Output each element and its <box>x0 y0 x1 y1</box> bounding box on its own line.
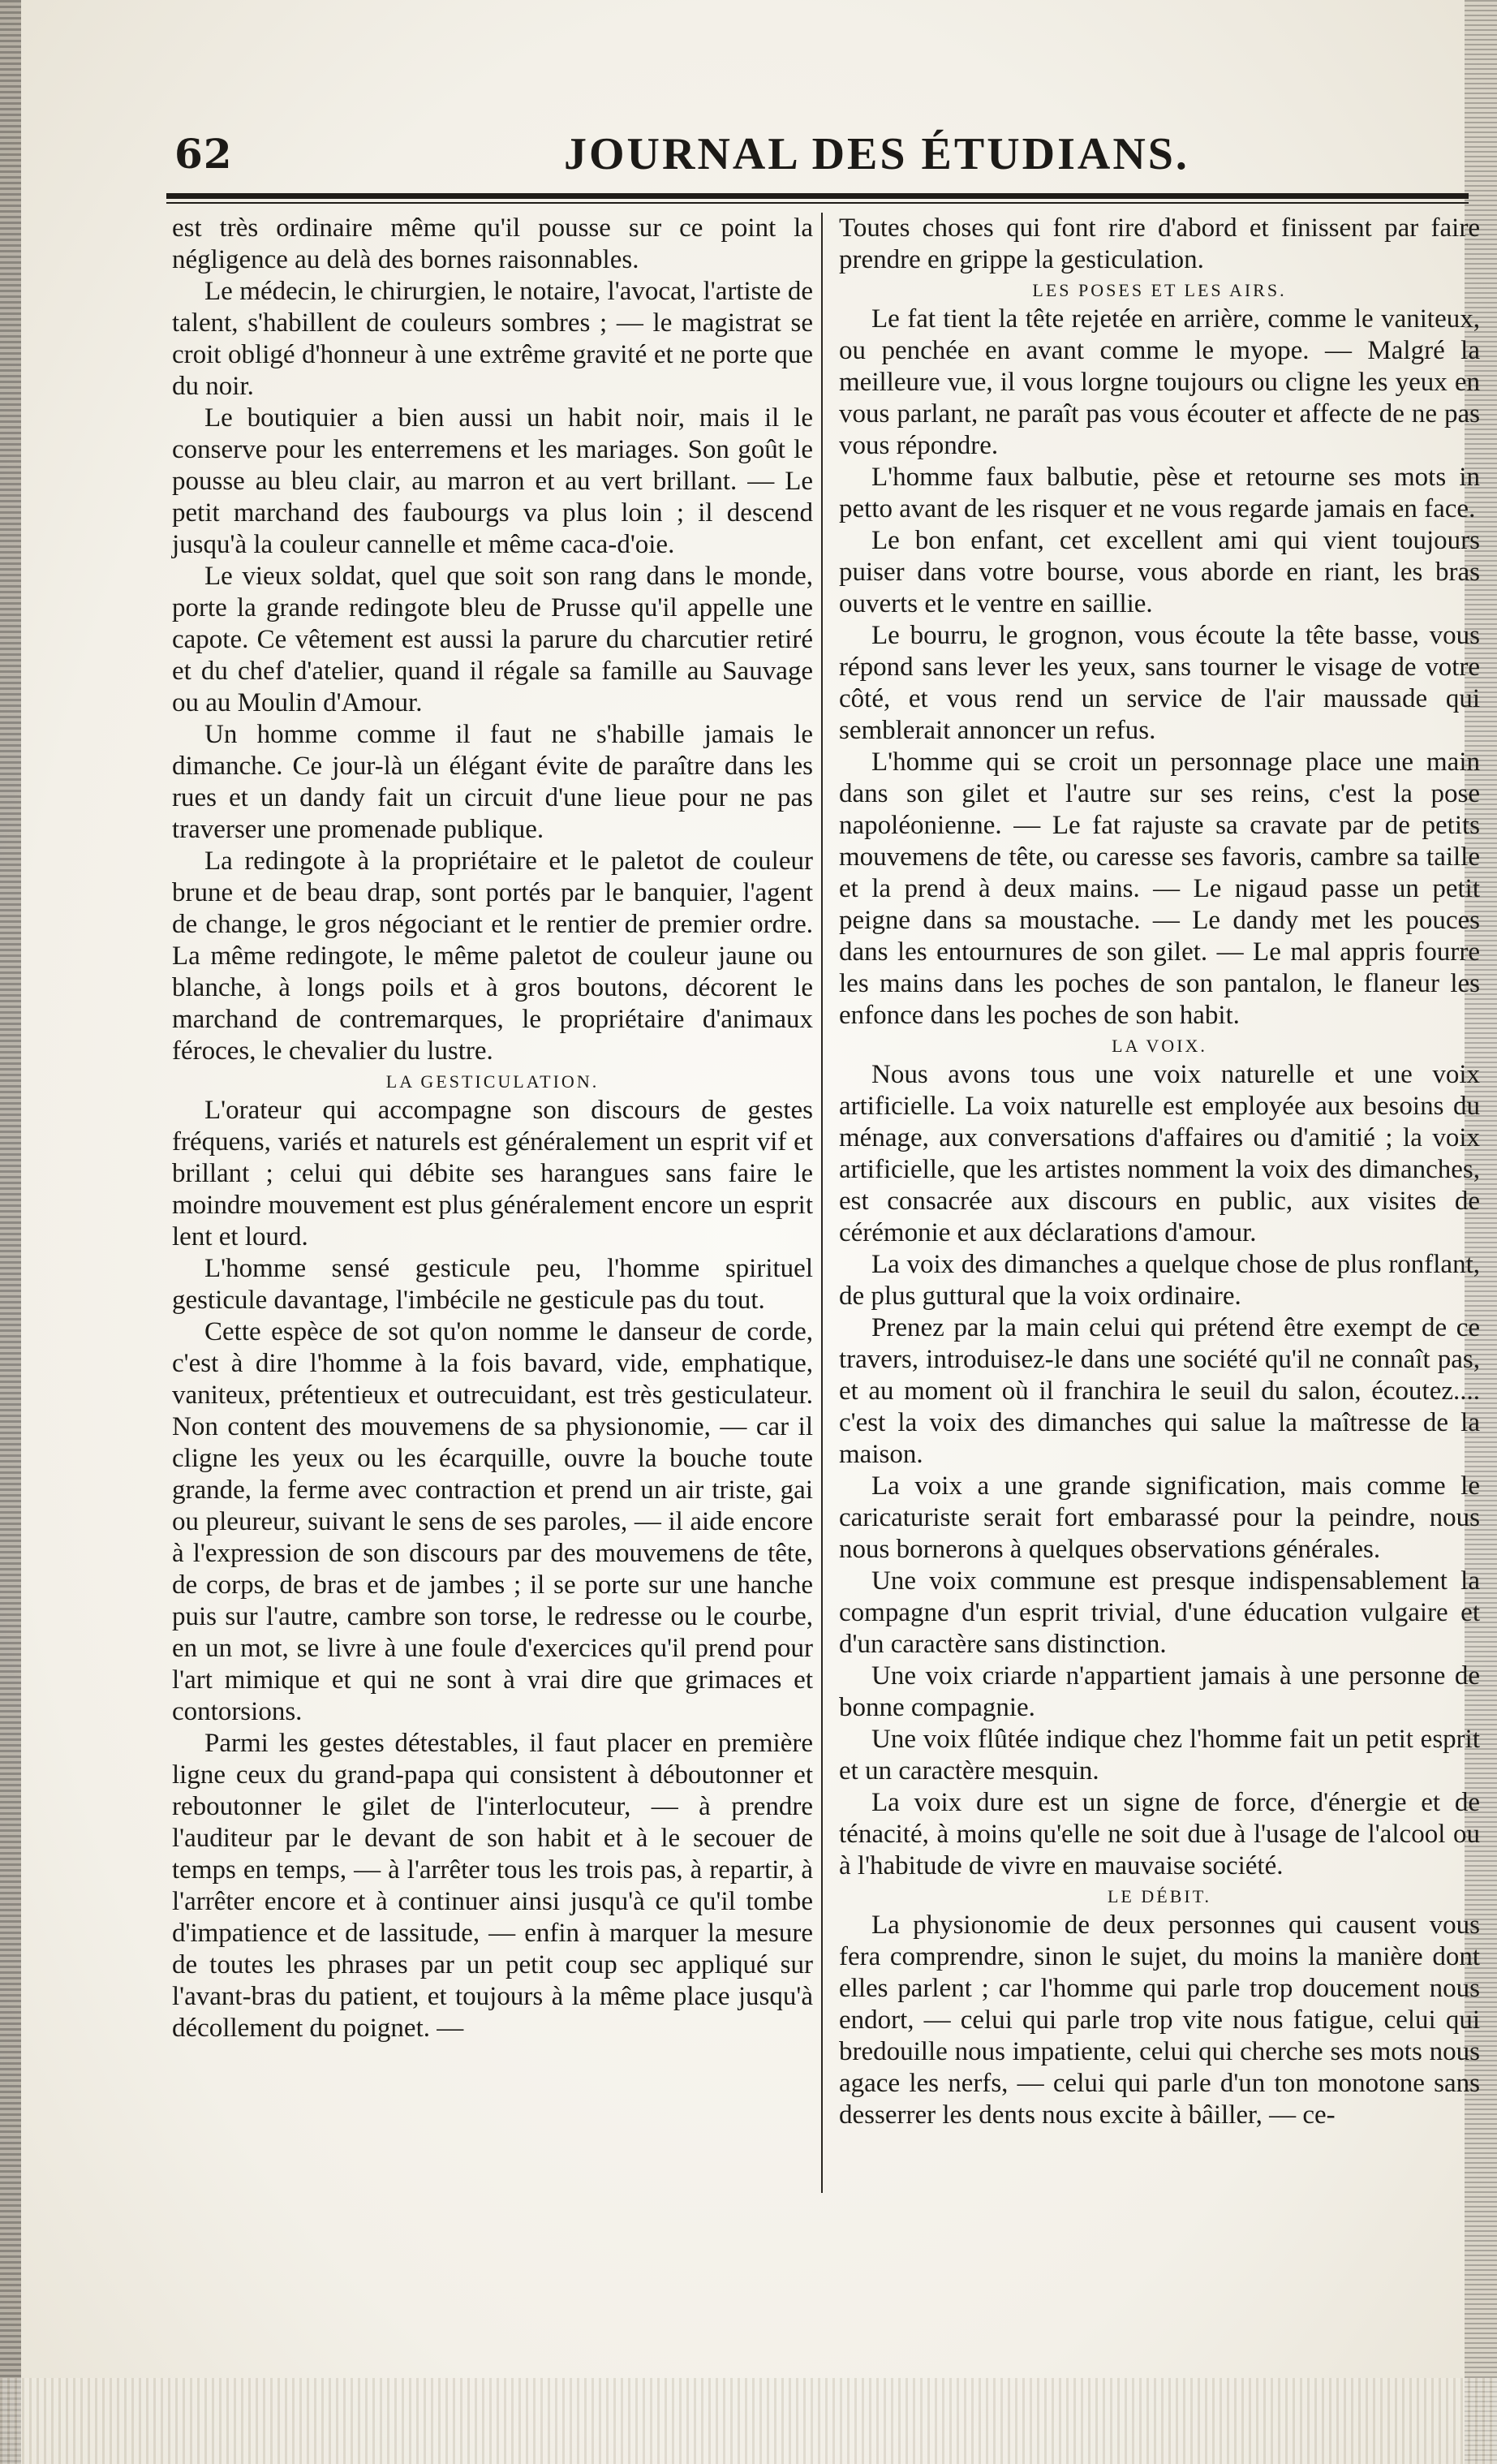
paragraph: Une voix flûtée indique chez l'homme fait un petit esprit et un caractère mesquin. <box>839 1725 1480 1786</box>
paragraph: L'orateur qui accompagne son discours de gestes fréquens, variés et naturels est généralement un esprit vif et brillant ; celui qui débite ses harangues sans faire le moindre mouvement est plus généralement encore un esprit lent et lourd. <box>172 1096 813 1251</box>
page-header <box>174 128 1448 185</box>
section-heading: LA VOIX. <box>1112 1036 1207 1056</box>
paragraph: La voix a une grande signification, mais comme le caricaturiste serait fort embarassé pour la peindre, nous nous bornerons à quelques observations générales. <box>839 1471 1480 1564</box>
paragraph: Toutes choses qui font rire d'abord et finissent par faire prendre en grippe la gesticulation. <box>839 213 1480 274</box>
paragraph: L'homme faux balbutie, pèse et retourne ses mots in petto avant de les risquer et ne vous regarde jamais en face. <box>839 463 1480 523</box>
section-heading: LES POSES ET LES AIRS. <box>1032 280 1287 300</box>
page-left-edge <box>0 0 21 2464</box>
left-column <box>172 213 813 2044</box>
paragraph: Un homme comme il faut ne s'habille jamais le dimanche. Ce jour-là un élégant évite de paraître dans les rues et un dandy fait un circuit d'une lieue pour ne pas traverser une promenade publique. <box>172 720 813 844</box>
journal-title: JOURNAL DES ÉTUDIANS. <box>564 129 1189 179</box>
page-number: 62 <box>174 130 233 178</box>
paragraph: est très ordinaire même qu'il pousse sur ce point la négligence au delà des bornes raisonnables. <box>172 213 813 274</box>
paragraph: Le médecin, le chirurgien, le notaire, l'avocat, l'artiste de talent, s'habillent de couleurs sombres ; — le magistrat se croit obligé d'honneur à une extrême gravité et ne porte que du noir. <box>172 277 813 401</box>
paragraph: Le bourru, le grognon, vous écoute la tête basse, vous répond sans lever les yeux, sans tourner le visage de votre côté, et vous rend un service de l'air maussade qui semblerait annoncer un refus. <box>839 621 1480 745</box>
section-heading: LA GESTICULATION. <box>385 1071 600 1092</box>
paragraph: L'homme qui se croit un personnage place une main dans son gilet et l'autre sur ses reins, c'est la pose napoléonienne. — Le fat rajuste sa cravate par de petits mouvemens de tête, ou caresse ses favoris, cambre sa taille et la prend à deux mains. — Le nigaud passe un petit peigne dans sa moustache. — Le dandy met les pouces dans les entournures de son gilet. — Le mal appris fourre les mains dans les poches de son pantalon, le flaneur les enfonce dans les poches de son habit. <box>839 747 1480 1030</box>
paragraph: La redingote à la propriétaire et le paletot de couleur brune et de beau drap, sont portés par le banquier, l'agent de change, le gros négociant et le rentier de premier ordre. La même redingote, le même paletot de couleur jaune ou blanche, à longs poils et à gros boutons, décorent le marchand de contremarques, le propriétaire d'animaux féroces, le chevalier du lustre. <box>172 846 813 1066</box>
section-heading: LE DÉBIT. <box>1107 1886 1211 1906</box>
paragraph: Le boutiquier a bien aussi un habit noir, mais il le conserve pour les enterremens et les mariages. Son goût le pousse au bleu clair, au marron et au vert brillant. — Le petit marchand des faubourgs va plus loin ; il descend jusqu'à la couleur cannelle et même caca-d'oie. <box>172 403 813 559</box>
header-rule-thin <box>166 202 1469 204</box>
paragraph: Une voix commune est presque indispensablement la compagne d'un esprit trivial, d'une éducation vulgaire et d'un caractère sans distinction. <box>839 1566 1480 1659</box>
paragraph: La voix dure est un signe de force, d'énergie et de ténacité, à moins qu'elle ne soit due à l'usage de l'alcool ou à l'habitude de vivre en mauvaise société. <box>839 1788 1480 1880</box>
header-rule-thick <box>166 193 1469 199</box>
paragraph: Le bon enfant, cet excellent ami qui vient toujours puiser dans votre bourse, vous aborde en riant, les bras ouverts et le ventre en saillie. <box>839 526 1480 618</box>
right-column <box>839 213 1480 2131</box>
paragraph: Cette espèce de sot qu'on nomme le danseur de corde, c'est à dire l'homme à la fois bavard, vide, emphatique, vaniteux, prétentieux et outrecuidant, est très gesticulateur. Non content des mouvemens de sa physionomie, — car il cligne les yeux ou les écarquille, ouvre la bouche toute grande, la ferme avec contraction et prend un air triste, gai ou pleureur, suivant le sens de ses paroles, — il aide encore à l'expression de son discours par des mouvemens de tête, de corps, de bras et de jambes ; il se porte sur une hanche puis sur l'autre, cambre son torse, le redresse ou le courbe, en un mot, se livre à une foule d'exercices qu'il prend pour l'art mimique et qui ne sont à vrai dire que grimaces et contorsions. <box>172 1317 813 1726</box>
paragraph: Prenez par la main celui qui prétend être exempt de ce travers, introduisez-le dans une société qu'il ne connaît pas, et au moment où il franchira le seuil du salon, écoutez.... c'est la voix des dimanches qui salue la maîtresse de la maison. <box>839 1313 1480 1469</box>
paragraph: Parmi les gestes détestables, il faut placer en première ligne ceux du grand-papa qui consistent à déboutonner et reboutonner le gilet de l'interlocuteur, — à prendre l'auditeur par le devant de son habit et à le secouer de temps en temps, — à l'arrêter tous les trois pas, à repartir, à l'arrêter encore et à continuer ainsi jusqu'à ce qu'il tombe d'impatience et de lassitude, — enfin à marquer la mesure de toutes les phrases par un petit coup sec appliqué sur l'avant-bras du patient, et toujours à la même place jusqu'à décollement du poignet. — <box>172 1729 813 2043</box>
paragraph: La voix des dimanches a quelque chose de plus ronflant, de plus guttural que la voix ordinaire. <box>839 1250 1480 1311</box>
paragraph: La physionomie de deux personnes qui causent vous fera comprendre, sinon le sujet, du moins la manière dont elles parlent ; car l'homme qui parle trop doucement nous endort, — celui qui parle trop vite nous fatigue, celui qui bredouille nous impatiente, celui qui cherche ses mots nous agace les nerfs, — celui qui parle d'un ton monotone sans desserrer les dents nous excite à bâiller, — ce- <box>839 1910 1480 2130</box>
paragraph: Le fat tient la tête rejetée en arrière, comme le vaniteux, ou penchée en avant comme le myope. — Malgré la meilleure vue, il vous lorgne toujours ou cligne les yeux en vous parlant, ne paraît pas vous écouter et affecte de ne pas vous répondre. <box>839 304 1480 460</box>
paragraph: Une voix criarde n'appartient jamais à une personne de bonne compagnie. <box>839 1661 1480 1722</box>
paragraph: L'homme sensé gesticule peu, l'homme spirituel gesticule davantage, l'imbécile ne gesticule pas du tout. <box>172 1254 813 1315</box>
column-divider <box>821 213 823 2193</box>
paragraph: Nous avons tous une voix naturelle et une voix artificielle. La voix naturelle est employée aux besoins du ménage, aux conversations d'affaires ou d'amitié ; la voix artificielle, que les artistes nomment la voix des dimanches, est consacrée aux discours en public, aux visites de cérémonie et aux déclarations d'amour. <box>839 1060 1480 1247</box>
page-bottom-edge <box>0 2378 1497 2464</box>
paragraph: Le vieux soldat, quel que soit son rang dans le monde, porte la grande redingote bleu de Prusse qu'il appelle une capote. Ce vêtement est aussi la parure du charcutier retiré et du chef d'atelier, quand il régale sa famille au Sauvage ou au Moulin d'Amour. <box>172 562 813 717</box>
